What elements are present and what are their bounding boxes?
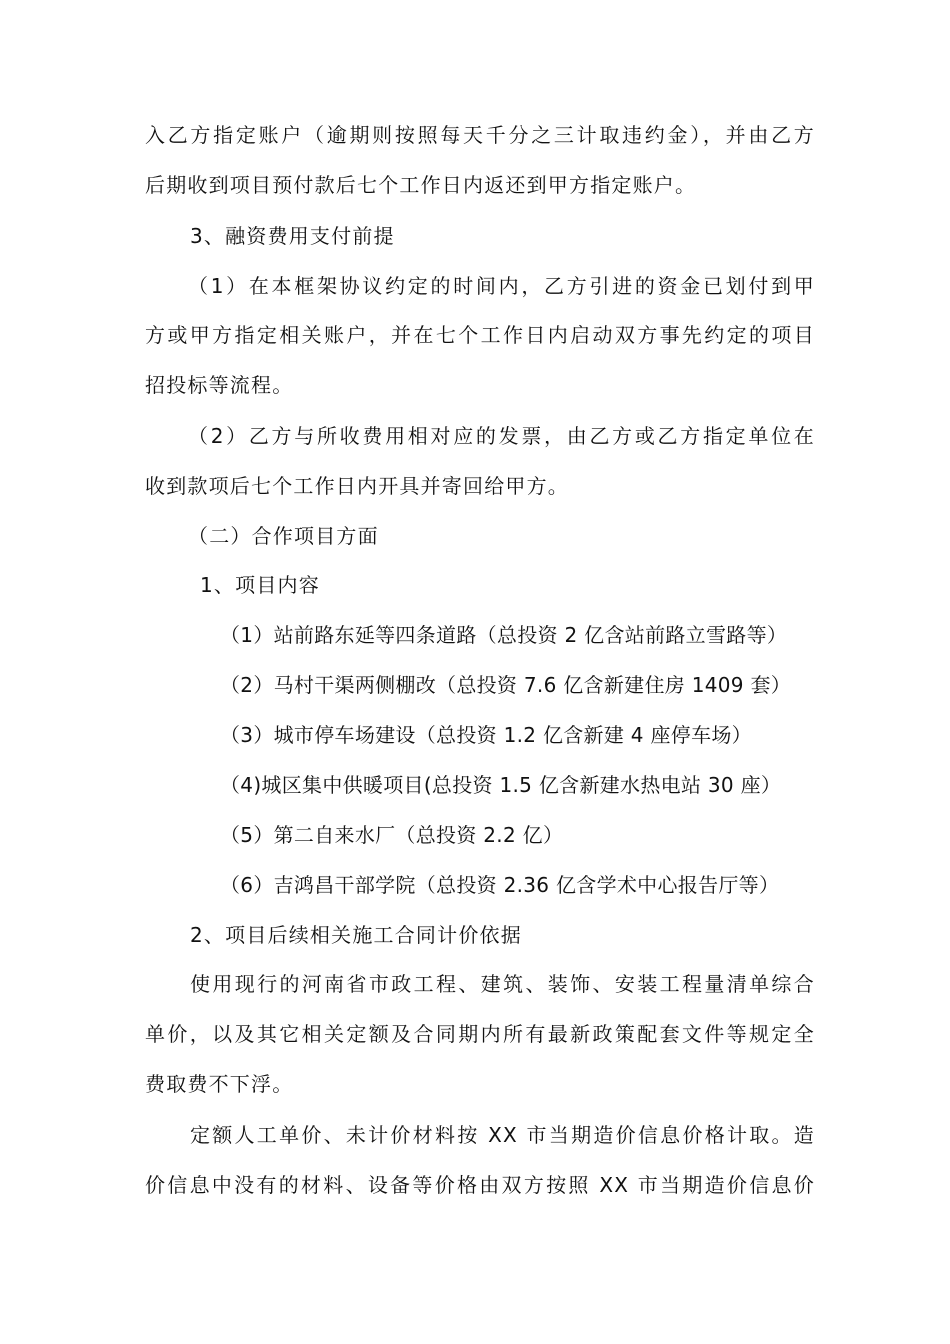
list-item: （3）城市停车场建设（总投资 1.2 亿含新建 4 座停车场） — [220, 723, 752, 747]
text-line: （2）乙方与所收费用相对应的发票，由乙方或乙方指定单位在 — [188, 424, 815, 448]
list-item: （1）站前路东延等四条道路（总投资 2 亿含站前路立雪路等） — [220, 623, 788, 647]
section-heading: 2、项目后续相关施工合同计价依据 — [190, 923, 522, 947]
list-item: （5）第二自来水厂（总投资 2.2 亿） — [220, 823, 564, 847]
text-line: 收到款项后七个工作日内开具并寄回给甲方。 — [145, 474, 569, 498]
list-item: （6）吉鸿昌干部学院（总投资 2.36 亿含学术中心报告厅等） — [220, 873, 780, 897]
list-item: （2）马村干渠两侧棚改（总投资 7.6 亿含新建住房 1409 套） — [220, 673, 792, 697]
text-line: 费取费不下浮。 — [145, 1072, 294, 1096]
text-line: 方或甲方指定相关账户，并在七个工作日内启动双方事先约定的项目 — [145, 323, 815, 347]
text-line: 入乙方指定账户（逾期则按照每天千分之三计取违约金），并由乙方 — [145, 123, 815, 147]
text-line: 单价，以及其它相关定额及合同期内所有最新政策配套文件等规定全 — [145, 1022, 815, 1046]
text-line: 后期收到项目预付款后七个工作日内返还到甲方指定账户。 — [145, 173, 697, 197]
text-line: （1）在本框架协议约定的时间内，乙方引进的资金已划付到甲 — [188, 274, 815, 298]
text-line: 定额人工单价、未计价材料按 XX 市当期造价信息价格计取。造 — [190, 1123, 815, 1147]
section-heading: （二）合作项目方面 — [188, 524, 379, 548]
list-item: （4)城区集中供暖项目(总投资 1.5 亿含新建水热电站 30 座） — [220, 773, 782, 797]
text-line: 使用现行的河南省市政工程、建筑、装饰、安装工程量清单综合 — [190, 972, 815, 996]
text-line: 招投标等流程。 — [145, 373, 294, 397]
text-line: 价信息中没有的材料、设备等价格由双方按照 XX 市当期造价信息价 — [145, 1173, 815, 1197]
section-heading: 1、项目内容 — [200, 573, 320, 597]
section-heading: 3、融资费用支付前提 — [190, 224, 395, 248]
